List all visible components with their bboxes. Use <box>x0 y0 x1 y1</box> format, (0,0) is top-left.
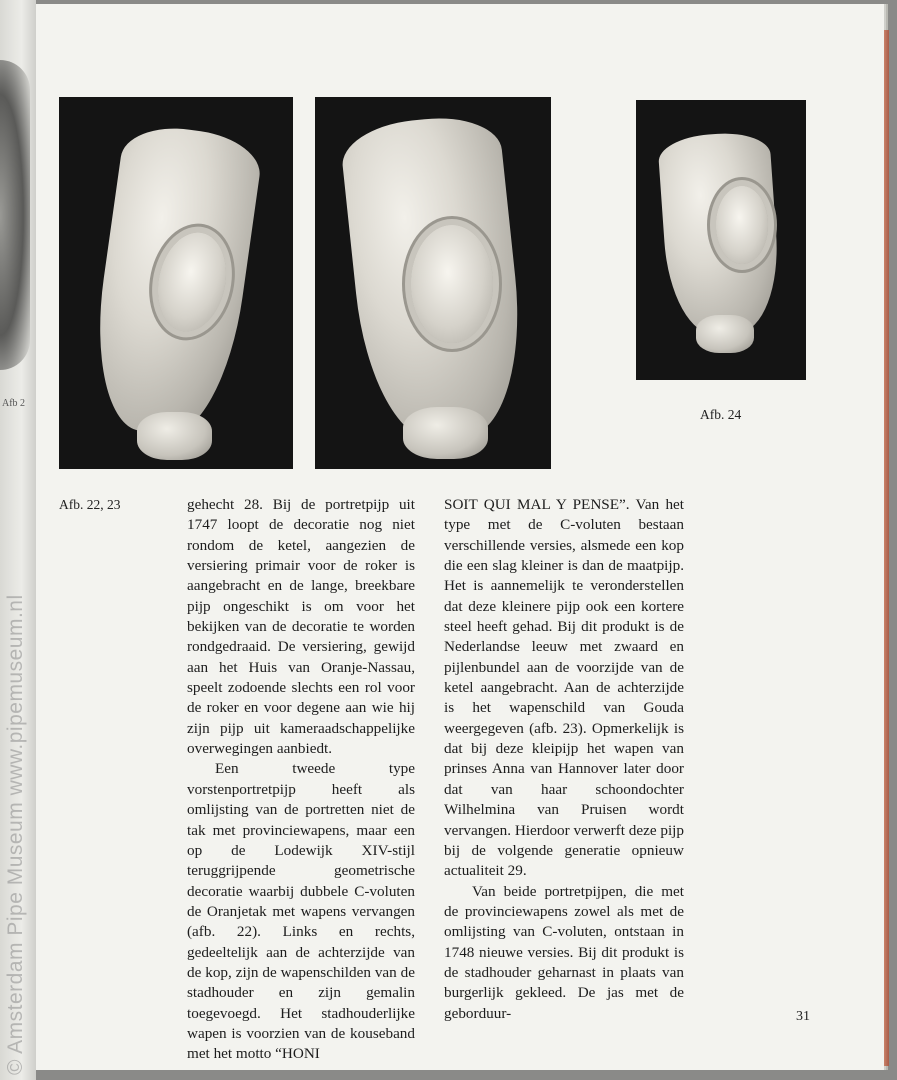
portrait-medallion <box>411 225 493 343</box>
photo-pipe-afb-23 <box>315 97 551 469</box>
portrait-medallion <box>716 186 768 264</box>
page-number: 31 <box>796 1009 810 1024</box>
paragraph: gehecht 28. Bij de portretpijp uit 1747 loopt de decoratie nog niet rondom de ketel, aangezien de versiering primair voor de roker is aangebracht en de lange, breekbare pijp ongeschikt is om voor het bekijken van de decoratie te worden rondgedraaid. De versiering, gewijd aan het Huis van Oranje-Nassau, speelt zodoende slechts een rol voor de roker en voor degene aan wie hij zijn pijp uit kameraadschappelijke overwegingen aanbiedt. <box>187 496 415 758</box>
figure-caption-left: Afb. 22, 23 <box>59 497 121 512</box>
photo-pipe-afb-22 <box>59 97 293 469</box>
paragraph: Van beide portretpijpen, die met de provinciewapens zowel als met de omlijsting van C-voluten, ontstaan in 1748 nieuwe versies. Bij dit produkt is de stadhouder geharnast in plaats van burgerlijk gekleed. De jas met de geborduur- <box>444 882 684 1022</box>
text-column-2 <box>444 495 684 1024</box>
book-edge <box>884 30 889 1066</box>
photo-pipe-afb-24 <box>636 100 806 380</box>
paragraph: SOIT QUI MAL Y PENSE”. Van het type met de C-voluten bestaan verschillende versies, alsmede een kop die een slag kleiner is dan de maatpijp. Het is aannemelijk te veronderstellen dat deze kleinere pijp ook een kortere steel heeft gehad. Bij dit produkt is de Nederlandse leeuw met zwaard en pijlenbundel aan de voorzijde van de ketel aangebracht. Aan de achterzijde is het wapenschild van Gouda weergegeven (afb. 23). Opmerkelijk is dat bij deze kleipijp het wapen van prinses Anna van Hannover later door dat van haar schoondochter Wilhelmina van Pruisen wordt vervangen. Hierdoor verwerft deze pijp bij de volgende generatie opnieuw actualiteit 29. <box>444 496 684 880</box>
pipe-heel <box>137 412 212 460</box>
facing-page-label: Afb 2 <box>2 398 26 409</box>
pipe-heel <box>403 407 488 459</box>
pipe-heel <box>696 315 754 353</box>
facing-page-photo <box>0 60 30 370</box>
text-column-1 <box>187 495 415 1065</box>
watermark: © Amsterdam Pipe Museum www.pipemuseum.nl <box>4 594 27 1075</box>
paragraph: Een tweede type vorstenportretpijp heeft als omlijsting van de portretten niet de tak met provinciewapens, maar een op de Lodewijk XIV-stijl teruggrijpende geometrische decoratie waarbij dubbele C-voluten de Oranjetak met wapens vervangen (afb. 22). Links en rechts, gedeeltelijk aan de achterzijde van de kop, zijn de wapenschilden van de stadhouder en zijn gemalin toegevoegd. Het stadhouderlijke wapen is voorzien van de kouseband met het motto “HONI <box>187 760 415 1063</box>
book-page <box>36 4 884 1070</box>
figure-caption-right: Afb. 24 <box>700 407 742 422</box>
